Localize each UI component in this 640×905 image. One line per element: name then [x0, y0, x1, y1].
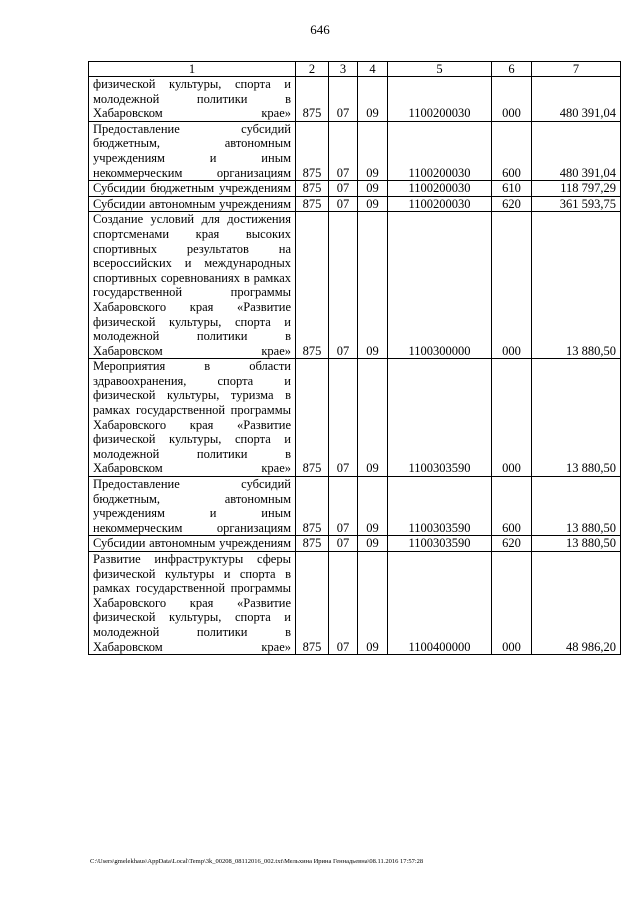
target-article-code: 1100300000: [388, 212, 492, 359]
expense-type-code: 600: [492, 121, 532, 180]
target-article-code: 1100400000: [388, 552, 492, 655]
target-article-code: 1100200030: [388, 196, 492, 212]
header-col-5: 5: [388, 62, 492, 77]
subsection-code: 09: [358, 212, 388, 359]
expense-type-code: 000: [492, 77, 532, 122]
amount: 13 880,50: [532, 477, 621, 536]
expense-type-code: 000: [492, 552, 532, 655]
subsection-code: 09: [358, 121, 388, 180]
ministry-code: 875: [296, 77, 329, 122]
header-col-4: 4: [358, 62, 388, 77]
subsection-code: 09: [358, 552, 388, 655]
amount: 361 593,75: [532, 196, 621, 212]
section-code: 07: [329, 121, 358, 180]
target-article-code: 1100200030: [388, 181, 492, 197]
table-row: [89, 536, 621, 552]
section-code: 07: [329, 196, 358, 212]
expense-type-code: 000: [492, 212, 532, 359]
row-description: Предоставление субсидий бюджетным, автономным учреждениям и иным некоммерческим организациям: [89, 477, 296, 536]
section-code: 07: [329, 552, 358, 655]
target-article-code: 1100303590: [388, 536, 492, 552]
file-path-footer: C:\Users\gmelekhaus\AppData\Local\Temp\3k_00208_08112016_002.txt\Мельхина Ирина Геннадьевна\08.11.2016 17:57:28: [90, 858, 424, 865]
row-description: Субсидии бюджетным учреждениям: [89, 181, 296, 197]
amount: 13 880,50: [532, 212, 621, 359]
page-number: 646: [310, 22, 330, 37]
amount: 13 880,50: [532, 359, 621, 477]
ministry-code: 875: [296, 536, 329, 552]
table-row: [89, 477, 621, 536]
budget-table: [88, 61, 621, 655]
table-row: [89, 121, 621, 180]
table-row: [89, 359, 621, 477]
expense-type-code: 610: [492, 181, 532, 197]
table-row: [89, 212, 621, 359]
target-article-code: 1100200030: [388, 121, 492, 180]
header-col-3: 3: [329, 62, 358, 77]
row-description: Субсидии автономным учреждениям: [89, 536, 296, 552]
section-code: 07: [329, 536, 358, 552]
subsection-code: 09: [358, 196, 388, 212]
subsection-code: 09: [358, 359, 388, 477]
amount: 13 880,50: [532, 536, 621, 552]
section-code: 07: [329, 212, 358, 359]
target-article-code: 1100303590: [388, 477, 492, 536]
header-col-7: 7: [532, 62, 621, 77]
header-row: [89, 62, 621, 77]
row-description: Развитие инфраструктуры сферы физической культуры и спорта в рамках государственной программы Хабаровского края «Развитие физической культуры, спорта и молодежной политики в Хабаровском крае»: [89, 552, 296, 655]
subsection-code: 09: [358, 477, 388, 536]
target-article-code: 1100200030: [388, 77, 492, 122]
ministry-code: 875: [296, 181, 329, 197]
amount: 480 391,04: [532, 121, 621, 180]
table-row: [89, 196, 621, 212]
amount: 480 391,04: [532, 77, 621, 122]
table-row: [89, 181, 621, 197]
expense-type-code: 000: [492, 359, 532, 477]
ministry-code: 875: [296, 359, 329, 477]
amount: 118 797,29: [532, 181, 621, 197]
ministry-code: 875: [296, 212, 329, 359]
section-code: 07: [329, 77, 358, 122]
subsection-code: 09: [358, 181, 388, 197]
row-description: физической культуры, спорта и молодежной политики в Хабаровском крае»: [89, 77, 296, 122]
target-article-code: 1100303590: [388, 359, 492, 477]
row-description: Создание условий для достижения спортсменами края высоких спортивных результатов на всероссийских и международных спортивных соревнованиях в рамках государственной программы Хабаровского края «Развитие физической культуры, спорта и молодежной политики в Хабаровском крае»: [89, 212, 296, 359]
row-description: Субсидии автономным учреждениям: [89, 196, 296, 212]
amount: 48 986,20: [532, 552, 621, 655]
header-col-6: 6: [492, 62, 532, 77]
ministry-code: 875: [296, 121, 329, 180]
ministry-code: 875: [296, 196, 329, 212]
subsection-code: 09: [358, 536, 388, 552]
section-code: 07: [329, 477, 358, 536]
row-description: Предоставление субсидий бюджетным, автономным учреждениям и иным некоммерческим организациям: [89, 121, 296, 180]
header-col-1: 1: [89, 62, 296, 77]
section-code: 07: [329, 359, 358, 477]
expense-type-code: 600: [492, 477, 532, 536]
expense-type-code: 620: [492, 196, 532, 212]
ministry-code: 875: [296, 477, 329, 536]
table-row: [89, 552, 621, 655]
subsection-code: 09: [358, 77, 388, 122]
table-row: [89, 77, 621, 122]
ministry-code: 875: [296, 552, 329, 655]
header-col-2: 2: [296, 62, 329, 77]
row-description: Мероприятия в области здравоохранения, спорта и физической культуры, туризма в рамках государственной программы Хабаровского края «Развитие физической культуры, спорта и молодежной политики в Хабаровском крае»: [89, 359, 296, 477]
section-code: 07: [329, 181, 358, 197]
expense-type-code: 620: [492, 536, 532, 552]
